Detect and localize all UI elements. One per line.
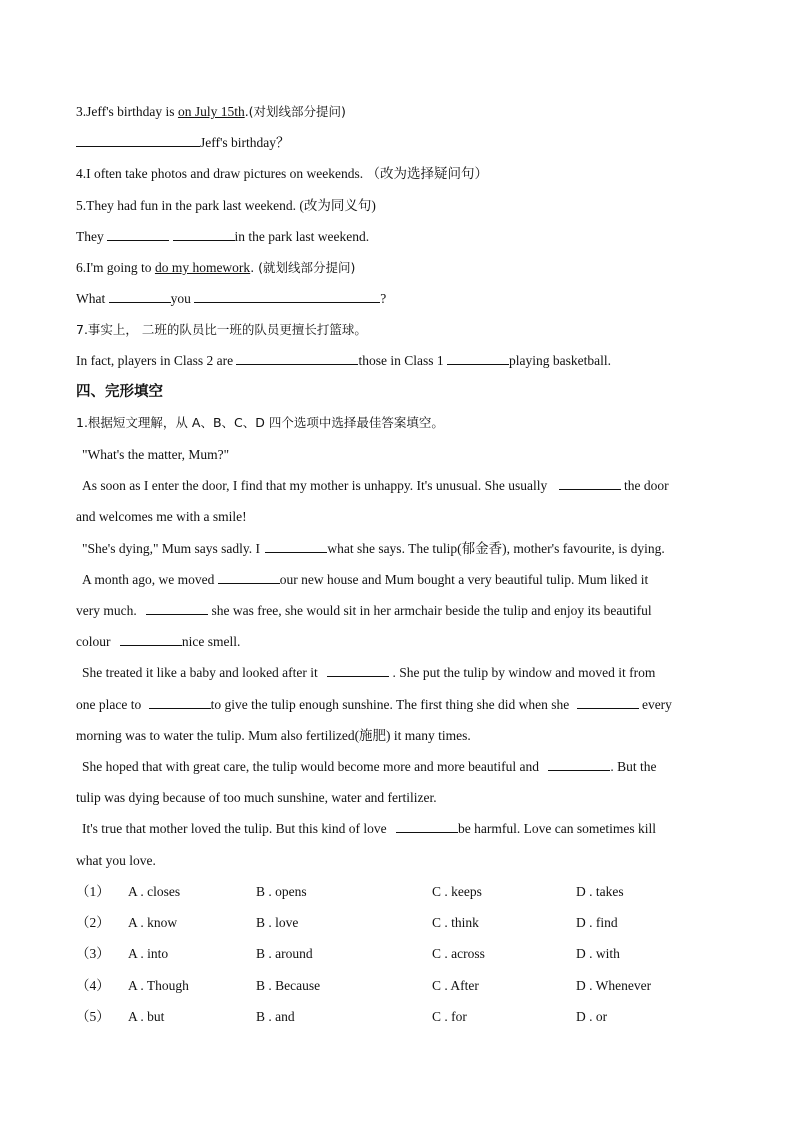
option-row [76, 977, 736, 995]
passage-line [76, 602, 652, 620]
passage-text: what she says. The tulip(郁金香), mother's favourite, is dying. [327, 541, 665, 556]
answer-blank-1[interactable] [559, 477, 621, 490]
question-7-answer [76, 352, 611, 370]
option-b[interactable]: B . around [256, 946, 313, 961]
passage-text: colour [76, 634, 111, 649]
q3-suffix: .(对划线部分提问) [244, 104, 346, 119]
option-a[interactable]: A . into [128, 946, 169, 961]
option-row [76, 945, 736, 963]
answer-blank[interactable] [149, 696, 211, 709]
option-d[interactable]: D . find [576, 915, 618, 930]
question-3-answer [76, 134, 290, 152]
option-number: （3） [76, 946, 110, 961]
section-instruction: 1.根据短文理解，从 A、B、C、D 四个选项中选择最佳答案填空。 [76, 415, 444, 430]
passage-text: she was free, she would sit in her armchair beside the tulip and enjoy its beautiful [211, 603, 652, 618]
question-7: 7.事实上， 二班的队员比一班的队员更擅长打篮球。 [76, 322, 367, 337]
q6-suffix: . (就划线部分提问) [250, 260, 356, 275]
passage-text: every [641, 697, 672, 712]
question-5-answer [76, 228, 369, 246]
passage-text: our new house and Mum bought a very beautiful tulip. Mum liked it [279, 572, 649, 587]
answer-blank[interactable] [577, 696, 639, 709]
passage-line [82, 477, 669, 495]
passage-line [82, 758, 656, 776]
option-c[interactable]: C . keeps [432, 884, 482, 899]
passage-text: the door [623, 478, 669, 493]
passage-line [82, 540, 665, 558]
passage-text: She hoped that with great care, the tulip would become more and more beautiful and [82, 759, 539, 774]
passage-text: She treated it like a baby and looked after it [82, 665, 318, 680]
q5-answer-suffix: in the park last weekend. [234, 229, 370, 244]
question-6-answer [76, 290, 386, 308]
q5-answer-prefix: They [76, 229, 104, 244]
option-c[interactable]: C . After [432, 978, 479, 993]
option-c[interactable]: C . across [432, 946, 485, 961]
option-a[interactable]: A . but [128, 1009, 165, 1024]
answer-blank[interactable] [236, 352, 358, 365]
passage-text: "She's dying," Mum says sadly. I [82, 541, 260, 556]
q6-answer-suffix: ? [380, 291, 387, 306]
q7-answer-suffix: playing basketball. [508, 353, 611, 368]
option-b[interactable]: B . opens [256, 884, 307, 899]
passage-line [76, 633, 240, 651]
answer-blank[interactable] [194, 290, 380, 303]
option-row [76, 883, 736, 901]
answer-blank-3[interactable] [218, 571, 280, 584]
option-number: （1） [76, 884, 110, 899]
question-6 [76, 259, 355, 277]
option-a[interactable]: A . Though [128, 978, 189, 993]
passage-text: to give the tulip enough sunshine. The first thing she did when she [210, 697, 570, 712]
option-row [76, 914, 736, 932]
option-number: （5） [76, 1009, 110, 1024]
passage-line [76, 696, 672, 714]
option-a[interactable]: A . know [128, 915, 178, 930]
q3-underlined: on July 15th [177, 104, 245, 119]
option-c[interactable]: C . for [432, 1009, 467, 1024]
passage-text: . But the [610, 759, 657, 774]
passage-text: As soon as I enter the door, I find that my mother is unhappy. It's unusual. She usually [82, 478, 548, 493]
q3-answer-suffix: Jeff's birthday？ [200, 135, 290, 150]
option-b[interactable]: B . and [256, 1009, 295, 1024]
passage-text: very much. [76, 603, 137, 618]
option-c[interactable]: C . think [432, 915, 479, 930]
q6-answer-mid: you [170, 291, 191, 306]
answer-blank[interactable] [76, 134, 200, 147]
q6-prefix: 6.I'm going to [76, 260, 155, 275]
option-number: （4） [76, 978, 110, 993]
option-number: （2） [76, 915, 110, 930]
answer-blank[interactable] [548, 758, 610, 771]
passage-line: "What's the matter, Mum?" [82, 447, 230, 462]
passage-line: what you love. [76, 853, 156, 868]
passage-text: nice smell. [181, 634, 241, 649]
option-a[interactable]: A . closes [128, 884, 181, 899]
q7-answer-mid: those in Class 1 [358, 353, 444, 368]
passage-text: . She put the tulip by window and moved it from [392, 665, 656, 680]
passage-line [82, 820, 656, 838]
answer-blank[interactable] [327, 664, 389, 677]
passage-text: one place to [76, 697, 142, 712]
q3-prefix: 3.Jeff's birthday is [76, 104, 178, 119]
option-b[interactable]: B . love [256, 915, 299, 930]
q6-underlined: do my homework [154, 260, 251, 275]
passage-line: morning was to water the tulip. Mum also fertilized(施肥) it many times. [76, 728, 471, 743]
question-5: 5.They had fun in the park last weekend. (改为同义句) [76, 198, 376, 213]
option-d[interactable]: D . takes [576, 884, 624, 899]
passage-text: A month ago, we moved [82, 572, 215, 587]
answer-blank[interactable] [173, 228, 235, 241]
passage-text: be harmful. Love can sometimes kill [458, 821, 656, 836]
passage-line: and welcomes me with a smile! [76, 509, 247, 524]
section-heading: 四、完形填空 [76, 384, 163, 400]
option-d[interactable]: D . with [576, 946, 620, 961]
q6-answer-prefix: What [76, 291, 106, 306]
passage-line [82, 664, 655, 682]
answer-blank-2[interactable] [265, 540, 327, 553]
option-row [76, 1008, 736, 1026]
answer-blank[interactable] [447, 352, 509, 365]
answer-blank[interactable] [109, 290, 171, 303]
answer-blank-5[interactable] [120, 633, 182, 646]
answer-blank-4[interactable] [146, 602, 208, 615]
question-4: 4.I often take photos and draw pictures on weekends. （改为选择疑问句） [76, 166, 489, 181]
option-b[interactable]: B . Because [256, 978, 321, 993]
answer-blank[interactable] [107, 228, 169, 241]
passage-line [82, 571, 648, 589]
passage-line: tulip was dying because of too much sunshine, water and fertilizer. [76, 790, 437, 805]
option-d[interactable]: D . or [576, 1009, 608, 1024]
option-d[interactable]: D . Whenever [576, 978, 652, 993]
passage-text: It's true that mother loved the tulip. But this kind of love [82, 821, 387, 836]
question-3 [76, 103, 346, 121]
answer-blank[interactable] [396, 820, 458, 833]
q7-answer-prefix: In fact, players in Class 2 are [76, 353, 234, 368]
